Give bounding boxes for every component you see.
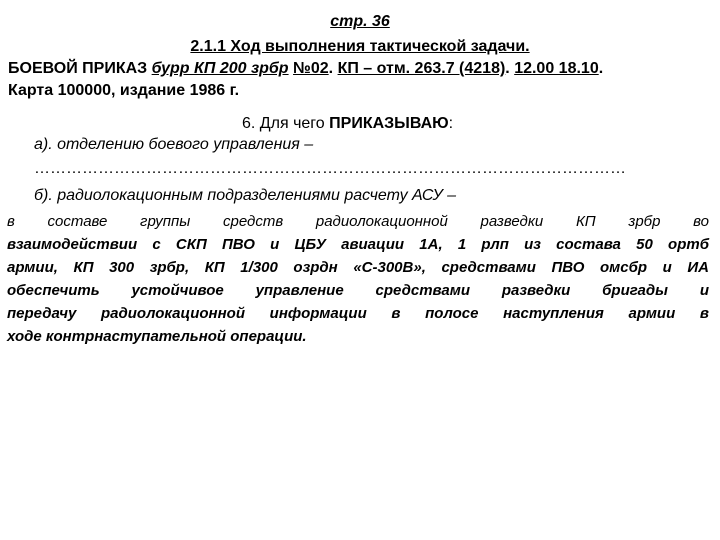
item-b-line: ходе контрнаступательной операции. [7, 328, 307, 345]
item-b-line: армии, КП 300 зрбр, КП 1/300 озрдн «С-300В», средствами ПВО омсбр и ИА [7, 259, 709, 276]
page-reference: стр. 36 [330, 13, 390, 30]
ordering-heading [242, 113, 453, 135]
item-b-heading: б). радиолокационным подразделениями расчету АСУ – [34, 187, 457, 204]
item-b-line: в составе группы средств радиолокационной разведки КП зрбр во [7, 213, 709, 230]
item-a-placeholder-dots: ………………………………………………………………………………………………… [34, 160, 626, 177]
order-prefix: БОЕВОЙ ПРИКАЗ [8, 60, 152, 77]
order-number: №02 [293, 60, 329, 77]
item-b-body [7, 210, 709, 348]
item-a-label: а). отделению боевого управления – [34, 136, 314, 153]
item-b-line: взаимодействии с СКП ПВО и ЦБУ авиации 1А, 1 рлп из состава 50 ортб [7, 236, 709, 253]
ordering-word: ПРИКАЗЫВАЮ [329, 115, 449, 132]
section-title: 2.1.1 Ход выполнения тактической задачи. [190, 38, 530, 55]
item-b-line: обеспечить устойчивое управление средствами разведки бригады и [7, 282, 709, 299]
command-post-location: КП – отм. 263.7 (4218) [337, 60, 506, 77]
order-unit: бурр КП 200 зрбр [151, 60, 289, 77]
map-reference: Карта 100000, издание 1986 г. [8, 82, 240, 99]
item-b-line: передачу радиолокационной информации в полосе наступления армии в [7, 305, 709, 322]
order-header-line: БОЕВОЙ ПРИКАЗ бурр КП 200 зрбр №02. КП – отм. 263.7 (4218). 12.00 18.10. [8, 60, 604, 77]
ordering-suffix: : [448, 115, 454, 132]
order-end-dot: . [598, 60, 604, 77]
order-time: 12.00 18.10 [514, 60, 599, 77]
ordering-prefix: 6. Для чего [242, 115, 330, 132]
